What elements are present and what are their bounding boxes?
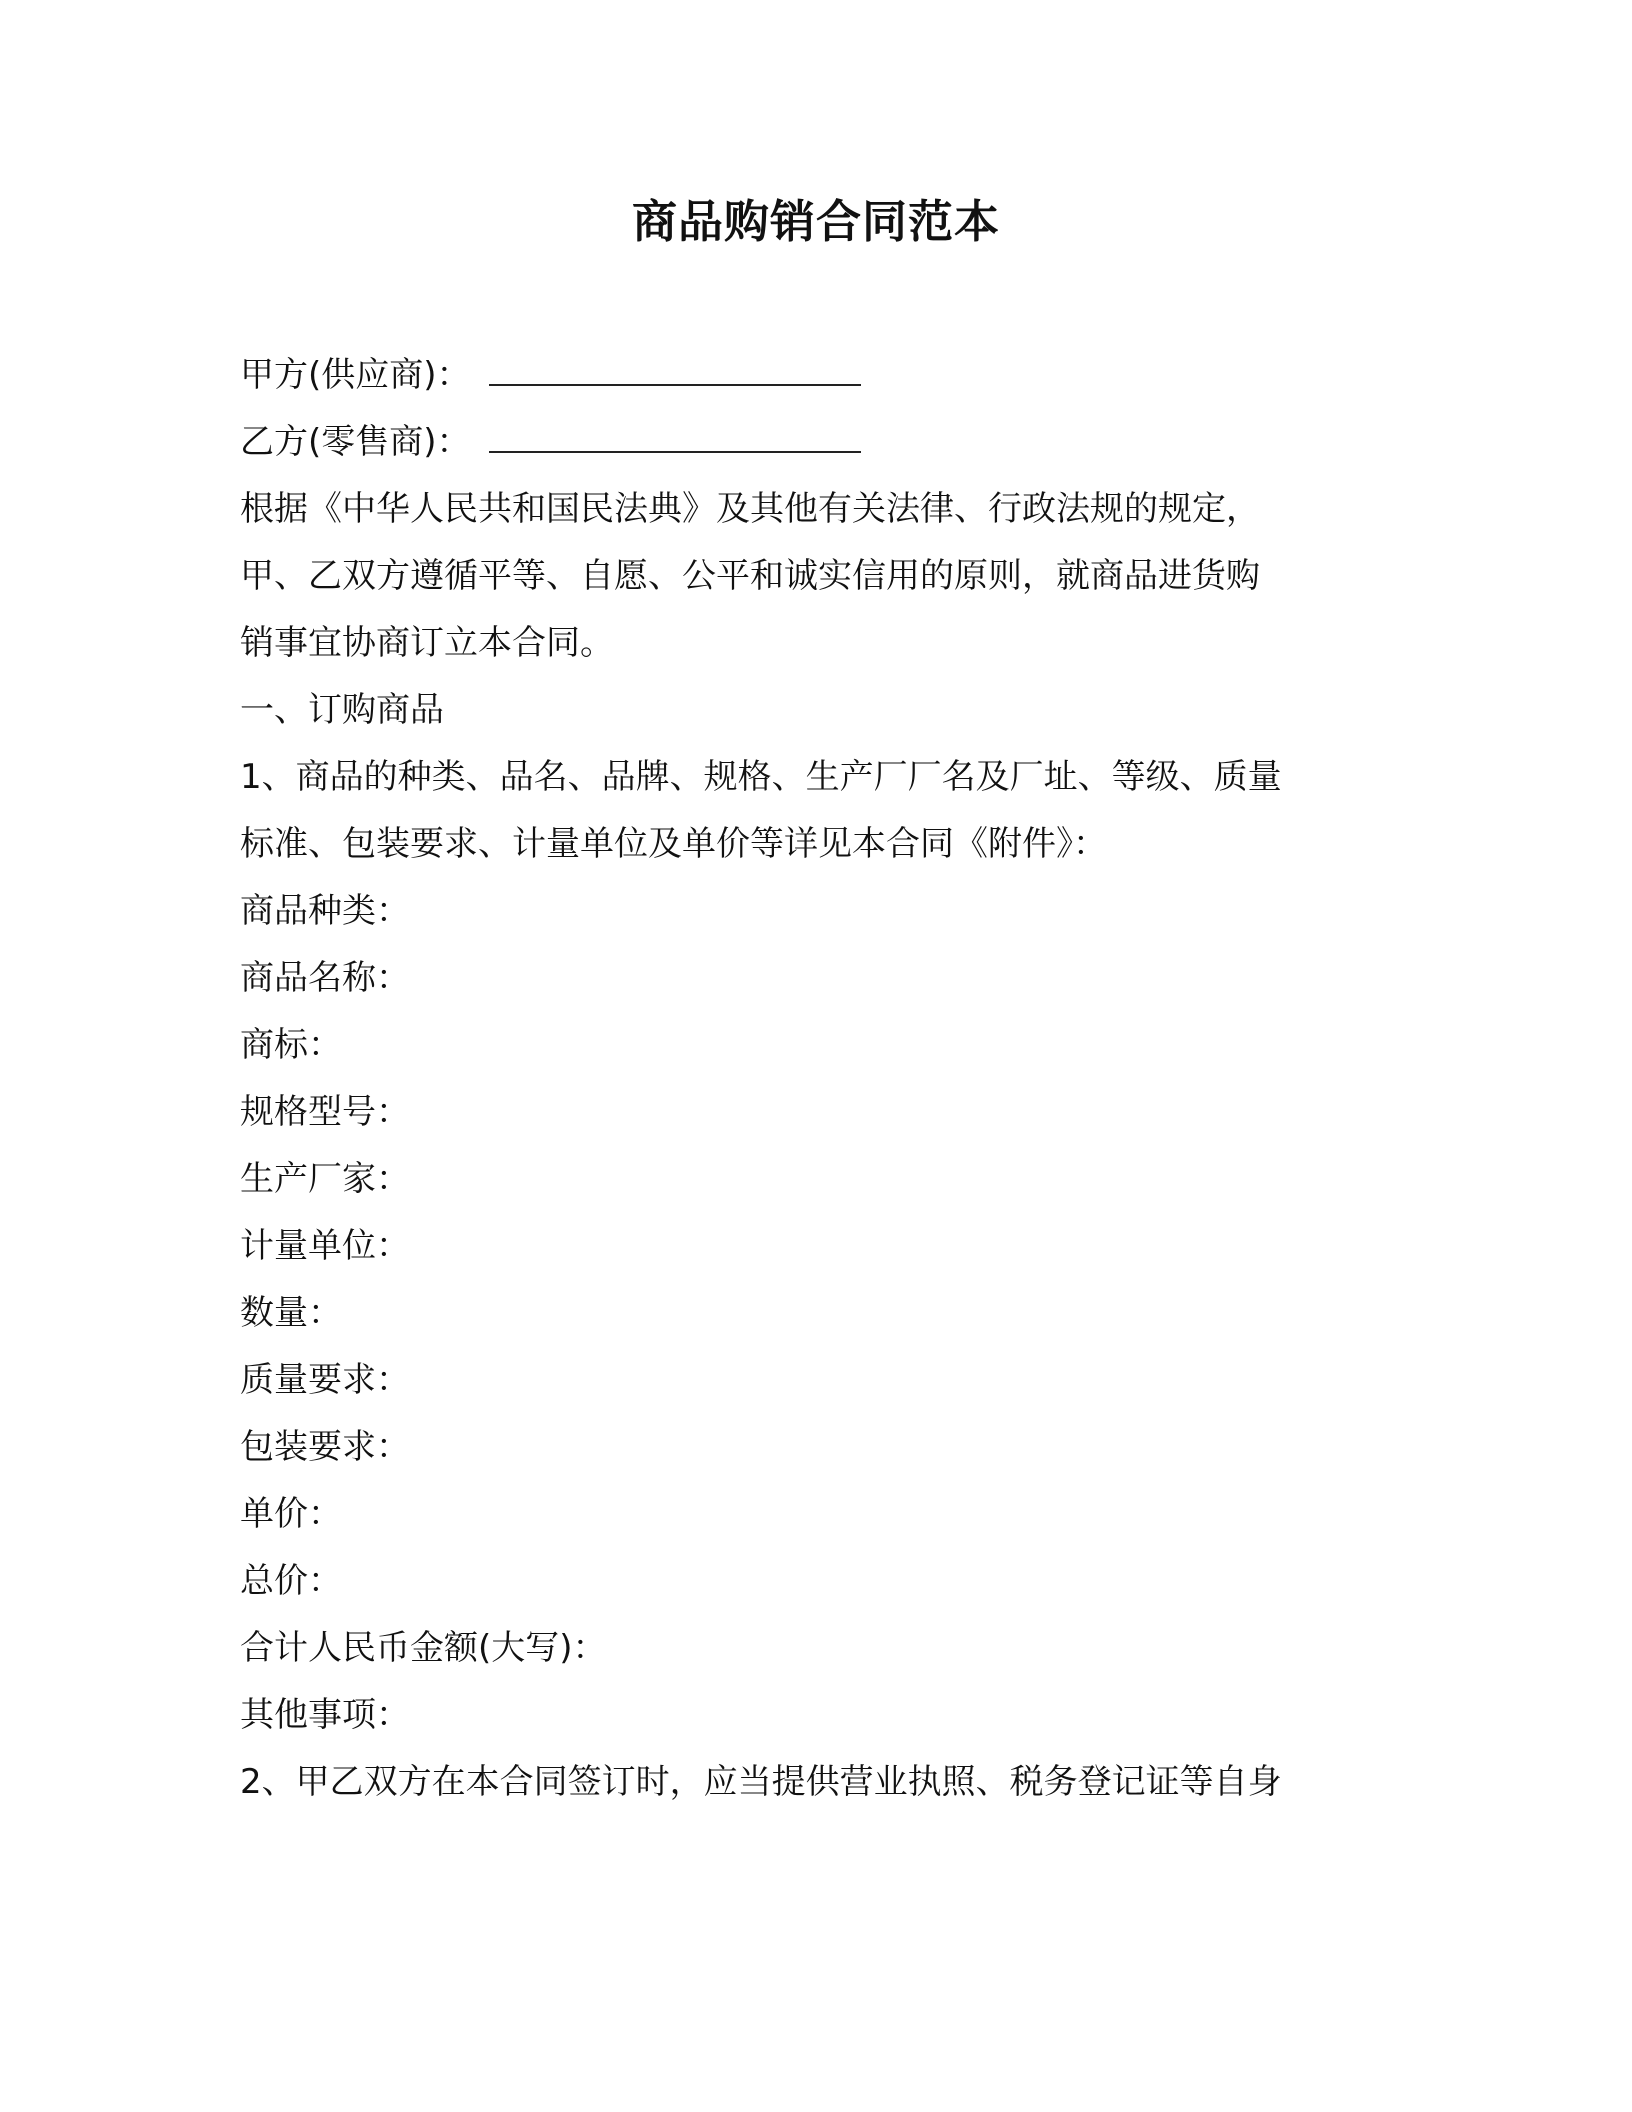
field-manufacturer: 生产厂家：: [240, 1159, 410, 1199]
field-specification: 规格型号：: [240, 1092, 410, 1132]
clause-1-line: 标准、包装要求、计量单位及单价等详见本合同《附件》：: [240, 824, 1107, 864]
party-b-line: [240, 409, 1390, 476]
party-a-line: [240, 342, 1390, 409]
field-unit-price: 单价：: [240, 1494, 342, 1534]
intro-line: 根据《中华人民共和国民法典》及其他有关法律、行政法规的规定，: [240, 489, 1260, 529]
field-goods-name: 商品名称：: [240, 958, 410, 998]
field-quantity: 数量：: [240, 1293, 342, 1333]
clause-2-line: 2、甲乙双方在本合同签订时，应当提供营业执照、税务登记证等自身: [240, 1762, 1282, 1802]
field-other-matters: 其他事项：: [240, 1695, 410, 1735]
field-unit: 计量单位：: [240, 1226, 410, 1266]
party-b-blank[interactable]: [489, 421, 861, 453]
field-trademark: 商标：: [240, 1025, 342, 1065]
field-packaging-requirement: 包装要求：: [240, 1427, 410, 1467]
party-b-label: 乙方(零售商)：: [240, 422, 471, 462]
intro-line: 销事宜协商订立本合同。: [240, 623, 614, 663]
field-quality-requirement: 质量要求：: [240, 1360, 410, 1400]
party-a-label: 甲方(供应商)：: [240, 355, 471, 395]
document-body: [240, 342, 1390, 1816]
clause-1-line: 1、商品的种类、品名、品牌、规格、生产厂厂名及厂址、等级、质量: [240, 757, 1282, 797]
intro-line: 甲、乙双方遵循平等、自愿、公平和诚实信用的原则，就商品进货购: [240, 556, 1260, 596]
field-total-price: 总价：: [240, 1561, 342, 1601]
field-goods-category: 商品种类：: [240, 891, 410, 931]
document-title: 商品购销合同范本: [631, 195, 1000, 248]
party-a-blank[interactable]: [489, 354, 861, 386]
field-total-rmb-uppercase: 合计人民币金额(大写)：: [240, 1628, 607, 1668]
section-heading: 一、订购商品: [240, 690, 444, 730]
